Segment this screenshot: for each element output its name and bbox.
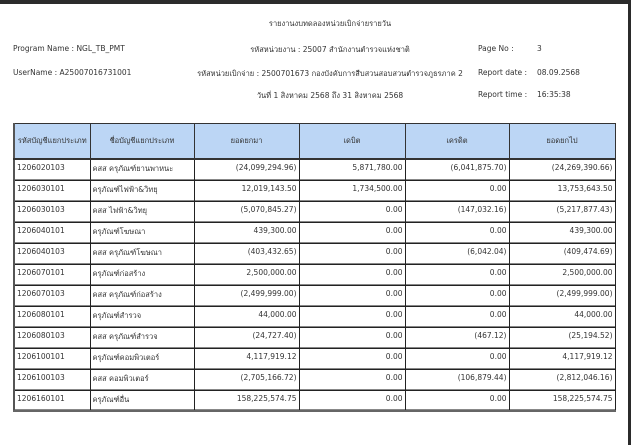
cell-debit: 1,734,500.00 <box>299 180 405 201</box>
cell-opening-balance: 439,300.00 <box>194 222 299 243</box>
cell-closing-balance: 2,500,000.00 <box>509 264 615 285</box>
column-header-closing-balance: ยอดยกไป <box>509 124 615 160</box>
cell-credit: (106,879.44) <box>405 369 509 390</box>
cell-account-name: ครุภัณฑ์โฆษณา <box>90 222 194 243</box>
cell-credit: (467.12) <box>405 327 509 348</box>
cell-account-code: 1206040101 <box>14 222 90 243</box>
cell-debit: 0.00 <box>299 222 405 243</box>
cell-account-code: 1206080101 <box>14 306 90 327</box>
cell-opening-balance: 4,117,919.12 <box>194 348 299 369</box>
cell-opening-balance: 2,500,000.00 <box>194 264 299 285</box>
cell-opening-balance: (2,705,166.72) <box>194 369 299 390</box>
cell-opening-balance: 158,225,574.75 <box>194 390 299 411</box>
table-row <box>14 180 615 201</box>
report-time-value: 16:35:38 <box>537 90 571 99</box>
cell-debit: 0.00 <box>299 264 405 285</box>
cell-opening-balance: (5,070,845.27) <box>194 201 299 222</box>
cell-account-name: ครุภัณฑ์คอมพิวเตอร์ <box>90 348 194 369</box>
table-row <box>14 243 615 264</box>
cell-account-name: ครุภัณฑ์อื่น <box>90 390 194 411</box>
report-date-value: 08.09.2568 <box>537 68 580 77</box>
cell-account-name: ครุภัณฑ์ไฟฟ้า&วิทยุ <box>90 180 194 201</box>
cell-account-code: 1206030101 <box>14 180 90 201</box>
program-name: Program Name : NGL_TB_PMT <box>13 44 125 53</box>
cell-account-name: คสส ไฟฟ้า&วิทยุ <box>90 201 194 222</box>
cell-closing-balance: 44,000.00 <box>509 306 615 327</box>
cell-account-name: คสส ครุภัณฑ์ยานพาหนะ <box>90 159 194 180</box>
cell-opening-balance: (24,099,294.96) <box>194 159 299 180</box>
cell-debit: 0.00 <box>299 369 405 390</box>
column-header-account-code: รหัสบัญชีแยกประเภท <box>14 124 90 160</box>
cell-account-code: 1206070101 <box>14 264 90 285</box>
table-row <box>14 327 615 348</box>
cell-account-code: 1206040103 <box>14 243 90 264</box>
cell-debit: 0.00 <box>299 201 405 222</box>
disbursing-unit: รหัสหน่วยเบิกจ่าย : 2500701673 กองบังคับการสืบสวนสอบสวนตำรวจภูธรภาค 2 <box>197 69 463 78</box>
cell-account-code: 1206100103 <box>14 369 90 390</box>
cell-closing-balance: (2,812,046.16) <box>509 369 615 390</box>
window-top-border <box>0 0 631 4</box>
cell-account-name: ครุภัณฑ์ก่อสร้าง <box>90 264 194 285</box>
column-header-account-name: ชื่อบัญชีแยกประเภท <box>90 124 194 160</box>
cell-account-code: 1206100101 <box>14 348 90 369</box>
date-range: วันที่ 1 สิงหาคม 2568 ถึง 31 สิงหาคม 2568 <box>256 91 404 100</box>
cell-account-name: คสส ครุภัณฑ์สำรวจ <box>90 327 194 348</box>
cell-opening-balance: 44,000.00 <box>194 306 299 327</box>
cell-opening-balance: (24,727.40) <box>194 327 299 348</box>
cell-closing-balance: (5,217,877.43) <box>509 201 615 222</box>
trial-balance-table <box>13 123 616 412</box>
cell-debit: 5,871,780.00 <box>299 159 405 180</box>
cell-closing-balance: 13,753,643.50 <box>509 180 615 201</box>
cell-closing-balance: 439,300.00 <box>509 222 615 243</box>
cell-account-name: คสส ครุภัณฑ์ก่อสร้าง <box>90 285 194 306</box>
cell-credit: 0.00 <box>405 180 509 201</box>
table-row <box>14 201 615 222</box>
cell-opening-balance: 12,019,143.50 <box>194 180 299 201</box>
cell-closing-balance: (25,194.52) <box>509 327 615 348</box>
cell-credit: 0.00 <box>405 348 509 369</box>
cell-account-name: คสส ครุภัณฑ์โฆษณา <box>90 243 194 264</box>
agency-code: รหัสหน่วยงาน : 25007 สำนักงานตำรวจแห่งชาติ <box>250 45 410 54</box>
cell-opening-balance: (2,499,999.00) <box>194 285 299 306</box>
column-header-credit: เครดิต <box>405 124 509 160</box>
cell-credit: 0.00 <box>405 285 509 306</box>
cell-account-code: 1206030103 <box>14 201 90 222</box>
cell-debit: 0.00 <box>299 285 405 306</box>
cell-credit: 0.00 <box>405 390 509 411</box>
cell-credit: 0.00 <box>405 222 509 243</box>
cell-credit: (6,041,875.70) <box>405 159 509 180</box>
cell-account-code: 1206160101 <box>14 390 90 411</box>
cell-debit: 0.00 <box>299 243 405 264</box>
table-row <box>14 285 615 306</box>
cell-account-code: 1206070103 <box>14 285 90 306</box>
table-row <box>14 348 615 369</box>
table-row <box>14 306 615 327</box>
column-header-debit: เดบิต <box>299 124 405 160</box>
cell-debit: 0.00 <box>299 348 405 369</box>
cell-account-code: 1206020103 <box>14 159 90 180</box>
cell-credit: (6,042.04) <box>405 243 509 264</box>
column-header-opening-balance: ยอดยกมา <box>194 124 299 160</box>
cell-account-name: คสส คอมพิวเตอร์ <box>90 369 194 390</box>
cell-closing-balance: 4,117,919.12 <box>509 348 615 369</box>
cell-closing-balance: (24,269,390.66) <box>509 159 615 180</box>
cell-opening-balance: (403,432.65) <box>194 243 299 264</box>
report-title: รายงานงบทดลองหน่วยเบิกจ่ายรายวัน <box>268 19 392 28</box>
cell-closing-balance: (2,499,999.00) <box>509 285 615 306</box>
cell-debit: 0.00 <box>299 306 405 327</box>
cell-debit: 0.00 <box>299 327 405 348</box>
cell-credit: 0.00 <box>405 306 509 327</box>
cell-credit: (147,032.16) <box>405 201 509 222</box>
table-row <box>14 264 615 285</box>
cell-closing-balance: 158,225,574.75 <box>509 390 615 411</box>
page-value: 3 <box>537 44 542 53</box>
cell-credit: 0.00 <box>405 264 509 285</box>
cell-account-name: ครุภัณฑ์สำรวจ <box>90 306 194 327</box>
cell-closing-balance: (409,474.69) <box>509 243 615 264</box>
table-header-row <box>14 124 615 160</box>
report-date-label: Report date : <box>478 68 528 77</box>
cell-account-code: 1206080103 <box>14 327 90 348</box>
page-label: Page No : <box>478 44 514 53</box>
table-row <box>14 369 615 390</box>
report-time-label: Report time : <box>478 90 528 99</box>
table-row <box>14 222 615 243</box>
table-row <box>14 390 615 411</box>
table-row <box>14 159 615 180</box>
username: UserName : A25007016731001 <box>13 68 132 77</box>
cell-debit: 0.00 <box>299 390 405 411</box>
